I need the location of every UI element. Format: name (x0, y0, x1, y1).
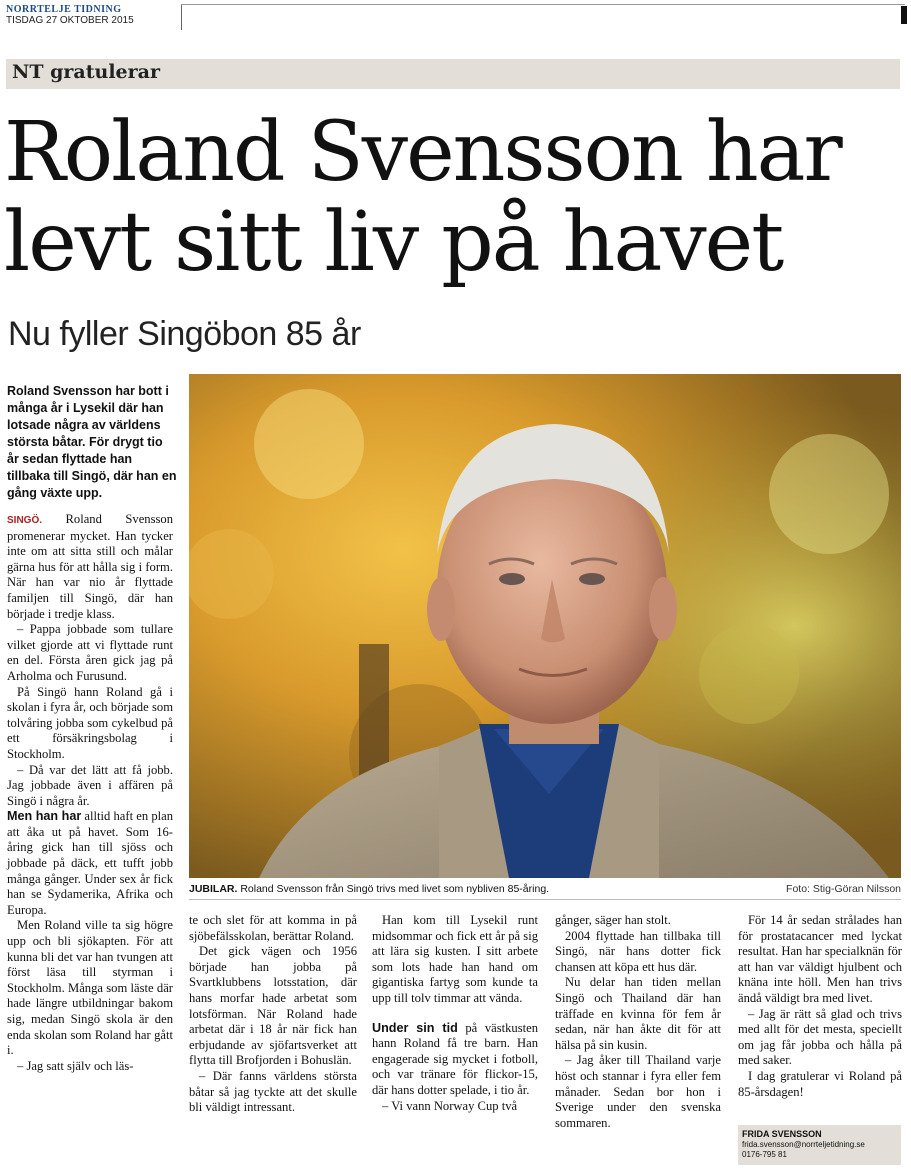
paragraph: Men han har alltid haft en plan att åka ut på havet. Som 16-åring gick han till sjöss och jobbade på däck, ett tufft jobb många gånger. Under sex år fick han se Sydamerika, Afrika och Europa. (7, 809, 173, 917)
article-column-5 (738, 913, 902, 1100)
paragraph: Det gick vägen och 1956 började han jobba på Svartklubbens lotsstation, där hans morfar hade arbetat som lotsförman. När Roland hade arbetat där i 18 år när fick han erbjudande av sjöfartsverket att flytta till Brofjorden i Bohuslän. (189, 944, 357, 1068)
paragraph: – Jag satt själv och läs- (17, 1058, 134, 1073)
paragraph: – Där fanns världens största båtar så jag tyckte att det skulle bli väldigt intressant. (189, 1068, 357, 1115)
paragraph: – Pappa jobbade som tullare vilket gjorde att vi flyttade runt en del. Första åren gick jag på Arholma och Furusund. (7, 622, 173, 683)
masthead (6, 4, 182, 30)
paragraph: På Singö hann Roland gå i skolan i fyra år, och började som tolvåring jobba som cykelbud på ett försäkringsbolag i Stockholm. (7, 684, 173, 761)
article-column-1 (7, 512, 173, 1074)
caption-text: Roland Svensson från Singö trivs med livet som nybliven 85-åring. (237, 883, 550, 895)
caption-lead: JUBILAR. (189, 883, 238, 895)
paragraph: SINGÖ. Roland Svensson promenerar mycket. Han tycker inte om att sitta still och målar gärna hus för att hålla sig i form. När han var nio år flyttade familjen till Singö, där han började i tredje klass. (7, 512, 173, 621)
headline-line-1: Roland Svensson har (4, 105, 841, 200)
section-bar (6, 59, 900, 89)
author-email[interactable]: frida.svensson@norrteljetidning.se (742, 1140, 865, 1149)
paragraph: – Jag är rätt så glad och trivs med allt för det mesta, speciellt om jag får jobba och hålla på med saker. (738, 1006, 902, 1068)
article-column-4 (555, 913, 721, 1131)
page-edge-mark (901, 6, 907, 24)
section-label: NT gratulerar (12, 61, 160, 83)
paragraph: Men Roland ville ta sig högre upp och bli sjökapten. För att kunna bli det var han tvungen att först läsa till styrman i Stockholm. Många som läste där hade längre utbildningar bakom sig, medan Singö skola är den enda skolan som Roland har gått i. (7, 918, 173, 1058)
subhead-lead: Men han har (7, 809, 82, 824)
paragraph: – Vi vann Norway Cup två (382, 1098, 518, 1113)
paragraph: gånger, säger han stolt. (555, 913, 671, 927)
photo-credit: Foto: Stig-Göran Nilsson (786, 883, 901, 895)
paragraph: 2004 flyttade han tillbaka till Singö, när hans dotter fick chansen att köpa ett hus där. (555, 928, 721, 974)
top-rule (181, 4, 905, 5)
article-column-3 (372, 913, 538, 1114)
dateline: SINGÖ. (7, 515, 43, 526)
paragraph: Under sin tid på västkusten hann Roland få tre barn. Han engagerade sig mycket i fotboll, och var tränare för flickor-15, där hans dotter spelade, i tio år. (372, 1020, 538, 1097)
paragraph: För 14 år sedan strålades han för prostatacancer med lyckat resultat. Han har specialknän för att han var väldigt hjulbent och knäna inte höll. Men han trivs ändå väldigt bra med livet. (738, 913, 903, 1005)
issue-date: TISDAG 27 OKTOBER 2015 (6, 15, 134, 26)
author-name: FRIDA SVENSSON (742, 1129, 822, 1139)
paragraph: – Jag åker till Thailand varje höst och stannar i fyra eller fem månader. Sedan bor hon i Sverige under den svenska sommaren. (555, 1053, 721, 1130)
headline-line-2: levt sitt liv på havet (4, 195, 783, 290)
article-column-2 (189, 913, 357, 1116)
paragraph: – Då var det lätt att få jobb. Jag jobbade även i affären på Singö i några år. (7, 762, 173, 808)
portrait-photo (189, 374, 901, 878)
paragraph: I dag gratulerar vi Roland på 85-årsdagen! (738, 1068, 902, 1099)
author-phone: 0176-795 81 (742, 1150, 787, 1159)
paragraph: Han kom till Lysekil runt midsommar och fick ett år på sig att lära sig kusten. I sitt arbete som lots hade han hand om gigantiska fartyg som kunde ta upp till tolv timmar att vända. (372, 913, 538, 1005)
byline-box (738, 1125, 901, 1165)
subhead-lead: Under sin tid (372, 1020, 458, 1035)
newspaper-name: NORRTELJE TIDNING (6, 4, 122, 15)
paragraph: Nu delar han tiden mellan Singö och Thailand där han träffade en kvinna för fem år sedan, när han åkte dit för att hälsa på sin kusin. (555, 975, 721, 1052)
ingress: Roland Svensson har bott i många år i Lysekil där han lotsade några av världens största båtar. För drygt tio år sedan flyttade han tillbaka till Singö, där han en gång växte upp. (7, 384, 177, 500)
headline (4, 105, 904, 290)
photo-caption (189, 881, 901, 900)
subheadline: Nu fyller Singöbon 85 år (8, 315, 361, 353)
paragraph: te och slet för att komma in på sjöbefälsskolan, berättar Roland. (189, 913, 357, 943)
